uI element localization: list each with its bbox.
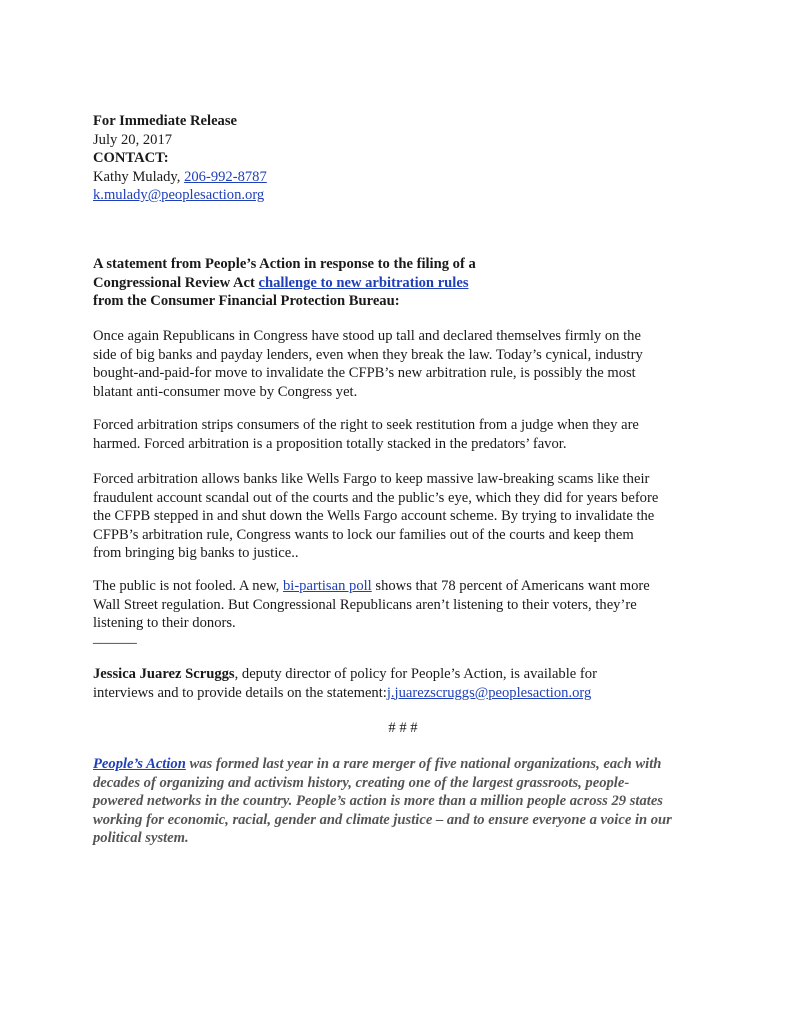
about-line-1-rest: was formed last year in a rare merger of five national organizations, each with (185, 756, 662, 772)
paragraph-line: harmed. Forced arbitration is a proposition totally stacked in the predators’ favor. (93, 435, 567, 452)
paragraph-1 (93, 327, 713, 401)
intro-line-2 (93, 274, 713, 293)
spokesperson-name: Jessica Juarez Scruggs (93, 666, 235, 682)
poll-suffix: shows that 78 percent of Americans want more (375, 578, 650, 594)
poll-prefix: The public is not fooled. A new, (93, 578, 280, 594)
separator-line: ______ (93, 629, 137, 646)
paragraph-line: CFPB’s arbitration rule, Congress wants to lock our families out of the courts and keep them (93, 526, 634, 543)
spokesperson-email-link[interactable]: j.juarezscruggs@peoplesaction.org (386, 684, 592, 701)
end-mark: # # # (388, 720, 418, 736)
peoples-action-link[interactable]: People’s Action (93, 756, 186, 772)
paragraph-line: Wall Street regulation. But Congressional Republicans aren’t listening to their voters, they’re (93, 596, 637, 613)
contact-phone-link[interactable]: 206-992-8787 (184, 168, 267, 185)
spokesperson-details: interviews and to provide details on the statement: (93, 684, 387, 701)
paragraph-line: Forced arbitration allows banks like Wells Fargo to keep massive law-breaking scams like their (93, 471, 650, 487)
spokesperson-note (93, 665, 713, 702)
paragraph-line: listening to their donors. (93, 615, 236, 631)
paragraph-3 (93, 470, 713, 563)
paragraph-line: Once again Republicans in Congress have stood up tall and declared themselves firmly on the (93, 328, 641, 344)
about-line: decades of organizing and activism history, creating one of the largest grassroots, people- (93, 774, 630, 791)
spokesperson-line-2 (93, 684, 713, 703)
about-organization (93, 755, 713, 848)
about-line-1 (93, 755, 713, 774)
contact-email-link[interactable]: k.mulady@peoplesaction.org (93, 187, 265, 203)
paragraph-line: bought-and-paid-for move to invalidate the CFPB’s new arbitration rule, is possibly the most (93, 365, 636, 381)
spokesperson-line-1 (93, 665, 713, 684)
paragraph-line (93, 577, 713, 596)
bi-partisan-poll-link[interactable]: bi-partisan poll (282, 578, 372, 594)
release-header (93, 112, 713, 205)
paragraph-4 (93, 577, 713, 647)
contact-line (93, 168, 713, 187)
statement-intro (93, 255, 713, 311)
about-line: political system. (93, 830, 189, 846)
contact-label: CONTACT: (93, 150, 169, 166)
paragraph-line: fraudulent account scandal out of the courts and the public’s eye, which they did for years before (93, 489, 659, 506)
paragraph-line: from bringing big banks to justice.. (93, 545, 299, 561)
contact-email-line (93, 186, 713, 205)
spokesperson-title: , deputy director of policy for People’s Action, is available for (234, 666, 597, 682)
paragraph-2 (93, 416, 713, 453)
intro-line-2-prefix: Congressional Review Act (93, 274, 255, 291)
about-line: working for economic, racial, gender and climate justice – and to ensure everyone a voice in our (93, 811, 672, 828)
arbitration-rules-link[interactable]: challenge to new arbitration rules (258, 274, 469, 291)
release-label: For Immediate Release (93, 113, 237, 129)
paragraph-line: blatant anti-consumer move by Congress yet. (93, 383, 358, 400)
paragraph-line: the CFPB stepped in and shut down the Wells Fargo account scheme. By trying to invalidate the (93, 508, 655, 524)
paragraph-line: side of big banks and payday lenders, even when they break the law. Today’s cynical, industry (93, 346, 643, 363)
release-date: July 20, 2017 (93, 131, 173, 148)
contact-name: Kathy Mulady, (93, 168, 181, 185)
intro-line-3: from the Consumer Financial Protection Bureau: (93, 293, 400, 309)
about-line: powered networks in the country. People’s action is more than a million people across 29 states (93, 793, 663, 809)
intro-line-1: A statement from People’s Action in response to the filing of a (93, 256, 476, 272)
paragraph-line: Forced arbitration strips consumers of the right to seek restitution from a judge when they are (93, 417, 639, 433)
